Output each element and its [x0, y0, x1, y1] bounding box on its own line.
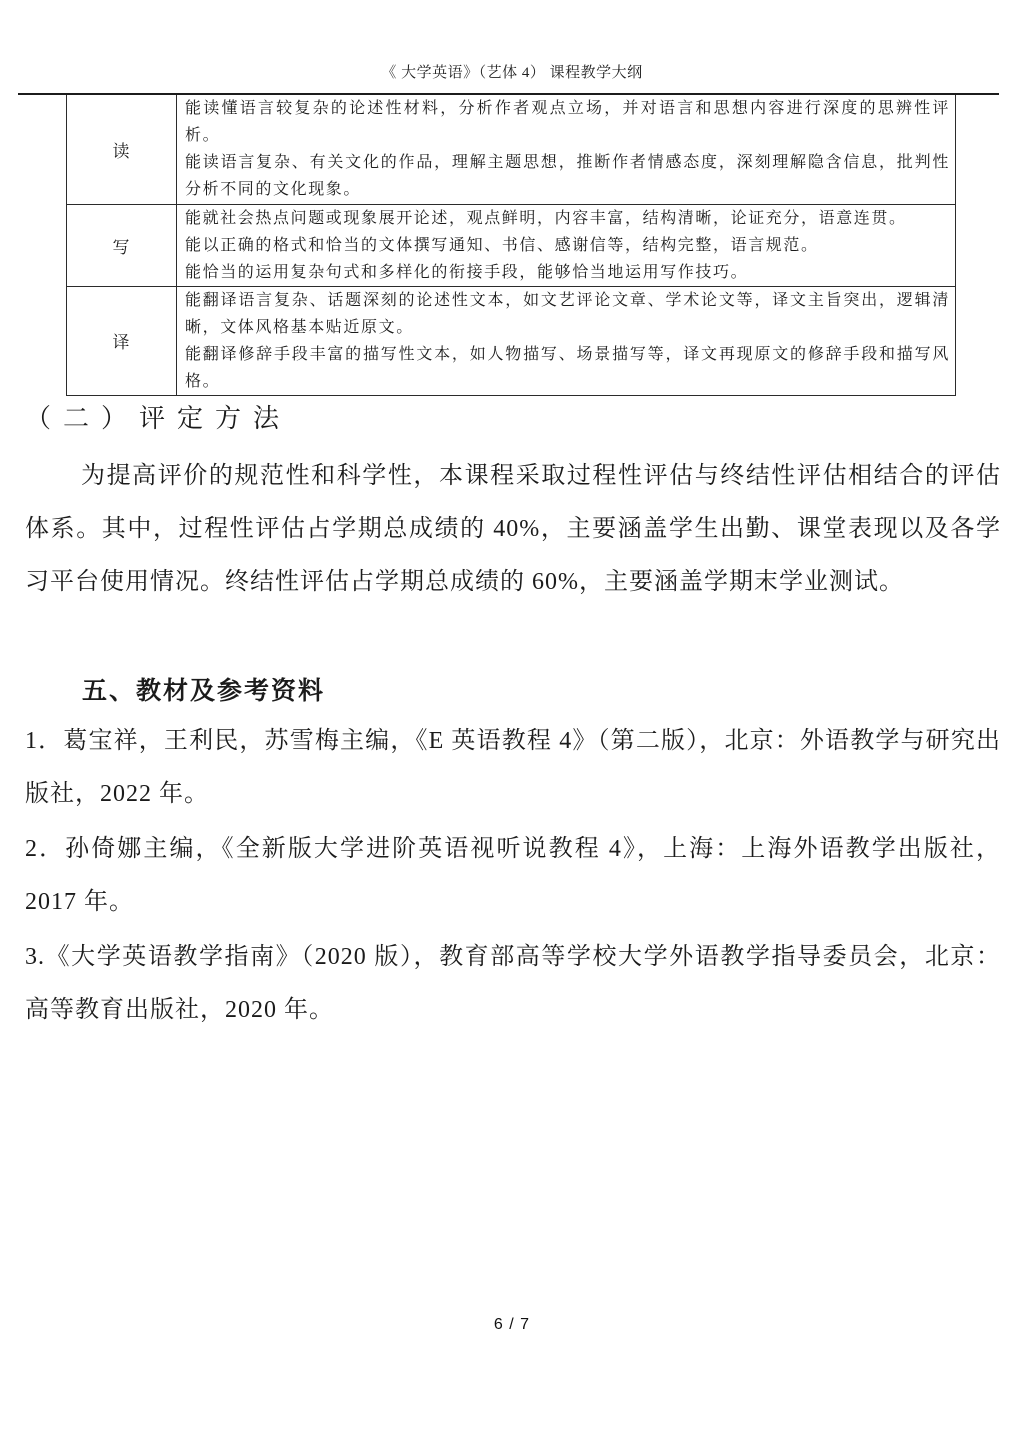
table-row-translation: [67, 286, 956, 395]
skills-table: [66, 95, 956, 396]
section-heading-evaluation-method: （二）评定方法: [25, 404, 292, 433]
reference-item-1: 1．葛宝祥，王利民，苏雪梅主编，《E 英语教程 4》（第二版），北京：外语教学与研究出版社，2022 年。: [25, 728, 1001, 807]
paragraph-evaluation-method: 为提高评价的规范性和科学性，本课程采取过程性评估与终结性评估相结合的评估体系。其中，过程性评估占学期总成绩的 40%，主要涵盖学生出勤、课堂表现以及各学习平台使用情况。终结性评估占学期总成绩的 60%，主要涵盖学期末学业测试。: [25, 463, 1001, 595]
skill-desc-translation: [177, 286, 956, 395]
skill-label-translation: 译: [67, 286, 177, 395]
table-row-writing: [67, 204, 956, 286]
running-header-title: 《 大学英语》（艺体 4） 课程教学大纲: [381, 65, 643, 81]
section-heading-materials: 五、教材及参考资料: [82, 677, 326, 705]
reference-item-2: 2．孙倚娜主编，《全新版大学进阶英语视听说教程 4》，上海：上海外语教学出版社，2017 年。: [25, 836, 1001, 915]
skill-desc-writing: [177, 204, 956, 286]
table-row-reading: [67, 95, 956, 204]
reference-item-3: 3.《大学英语教学指南》（2020 版），教育部高等学校大学外语教学指导委员会，北京：高等教育出版社，2020 年。: [25, 944, 1001, 1023]
desc-line: 能翻译语言复杂、话题深刻的论述性文本，如文艺评论文章、学术论文等，译文主旨突出，逻辑清晰，文体风格基本贴近原文。: [185, 291, 950, 336]
desc-line: 能读懂语言较复杂的论述性材料，分析作者观点立场，并对语言和思想内容进行深度的思辨性评析。: [185, 100, 950, 144]
skill-label-writing: 写: [67, 204, 177, 286]
page-number: 6 / 7: [493, 1316, 531, 1333]
desc-line: 能恰当的运用复杂句式和多样化的衔接手段，能够恰当地运用写作技巧。: [185, 263, 749, 281]
desc-line: 能就社会热点问题或现象展开论述，观点鲜明，内容丰富，结构清晰，论证充分，语意连贯。: [185, 209, 907, 227]
desc-line: 能读语言复杂、有关文化的作品，理解主题思想，推断作者情感态度，深刻理解隐含信息，批判性分析不同的文化现象。: [185, 154, 950, 198]
desc-line: 能翻译修辞手段丰富的描写性文本，如人物描写、场景描写等，译文再现原文的修辞手段和描写风格。: [185, 345, 950, 390]
skill-label-reading: 读: [67, 95, 177, 204]
desc-line: 能以正确的格式和恰当的文体撰写通知、书信、感谢信等，结构完整，语言规范。: [185, 236, 819, 254]
skill-desc-reading: [177, 95, 956, 204]
